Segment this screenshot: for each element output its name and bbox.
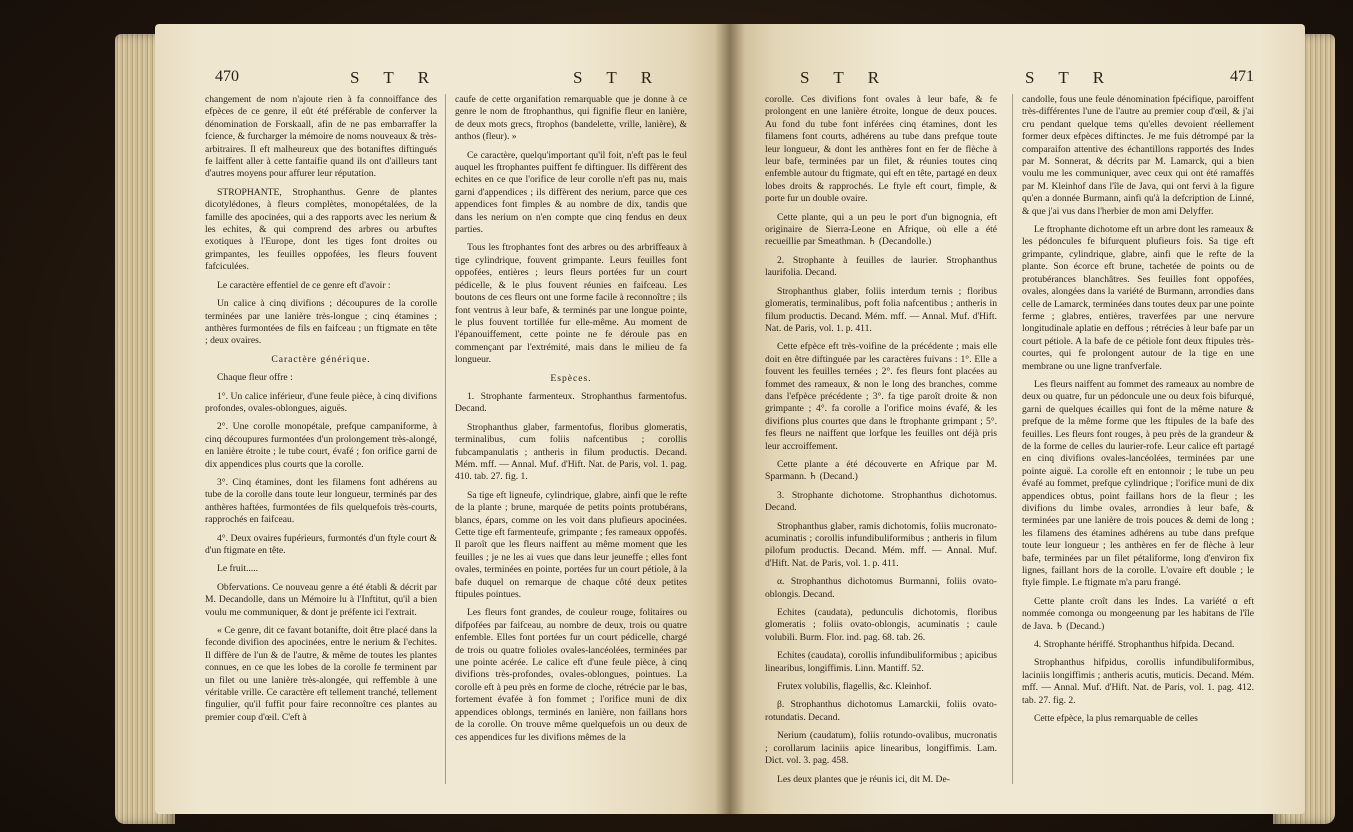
running-head-right (730, 68, 1305, 88)
paragraph: Le ftrophante dichotome eft un arbre dont les rameaux & les pédoncules fe bifurquent plufieurs fois. Sa tige eft grimpante, cylindrique, glabre, ainfi que le refte de la plante. Son écorce eft brune, tachetée de points ou de protubérances blanchâtres. Ses feuilles font oppofées, ovales, alongées dans la variété de Burmann, arrondies dans celle de Lamarck, terminées dans toutes deux par une pointe ferme ; glabres, entières, traverfées par une nervure longitudinale aplatie en deffous ; rétrécies à leur bafe par un court pétiole. A la bafe de ce pétiole font deux ftipules très-courtes, qui fe prolongent autour de la tige en une membrane ou une ligne tranfverfale. (1022, 224, 1254, 372)
book-gutter (715, 24, 745, 814)
paragraph: 3. Strophante dichotome. Strophanthus dichotomus. Decand. (765, 489, 997, 514)
running-head-text: S T R (800, 68, 890, 87)
text-column-3 (765, 94, 997, 792)
text-column-4 (1022, 94, 1254, 732)
paragraph: 2. Strophante à feuilles de laurier. Strophanthus laurifolia. Decand. (765, 254, 997, 279)
paragraph: Sa tige eft ligneufe, cylindrique, glabre, ainfi que le refte de la plante ; brune, marquée de petits points protubérans, blancs, épars, comme on les voit dans plufieurs apocinées. Cette tige eft farmenteufe, grimpante ; fes rameaux oppofés. Il paroît que les fleurs naiffent au même moment que les feuilles ; je ne les ai vues que dans leur jeuneffe ; elles font ovales, terminées en pointe, portées fur un court pétiole, à la bafe duquel on remarque de chaque côté deux petites ftipules pointues. (455, 489, 687, 601)
paragraph: « Ce genre, dit ce favant botanifte, doit être placé dans la feconde divifion des apocinées, entre le nerium & l'echites. Il diffère de l'un & de l'autre, & même de toutes les plantes connues, en ce que les lobes de la corolle fe terminent par un filet ou une lanière très-alongée, qui reffemble à une véritable vrille. Ce caractère eft tellement tranché, tellement fingulier, qu'il fuffit pour faire reconnoître ces plantes au premier coup d'œil. C'eft à (205, 625, 437, 723)
paragraph: 4. Strophante hériffé. Strophanthus hifpida. Decand. (1034, 639, 1235, 651)
paragraph: Cette efpèce, la plus remarquable de celles (1034, 713, 1198, 725)
paragraph: Strophanthus glaber, ramis dichotomis, foliis mucronato-acuminatis ; corollis infundibuliformibus ; antheris in filum pilofum productis. Decand. Mém. mff. — Annal. Muf. d'Hift. Nat. de Paris, vol. 1. p. 411. (765, 520, 997, 569)
paragraph: 2°. Une corolle monopétale, prefque campaniforme, à cinq découpures furmontées d'un prolongement très-alongé, en lanière étroite ; le tube court, évafé ; fon orifice garni de dix appendices plus courts que la corolle. (205, 421, 437, 470)
paragraph: Le caractère effentiel de ce genre eft d'avoir : (217, 279, 391, 291)
paragraph: Les deux plantes que je réunis ici, dit M. De- (777, 773, 950, 785)
paragraph: caufe de cette organifation remarquable que je donne à ce genre le nom de ftrophanthus, qui fignifie fleur en lanière, de deux mots grecs, ftrophos (bandelette, vrille, lanière), & anthos (fleur). » (455, 94, 687, 143)
section-heading: Espèces. (550, 372, 592, 384)
paragraph: β. Strophanthus dichotomus Lamarckii, foliis ovato-rotundatis. Decand. (765, 699, 997, 723)
paragraph: Le fruit..... (217, 563, 259, 575)
open-book (155, 24, 1305, 824)
section-heading: Caractère générique. (271, 353, 371, 365)
paragraph: Les fleurs naiffent au fommet des rameaux au nombre de deux ou quatre, fur un pédoncule une ou deux fois bifurqué, garni de quelques écailles qui font de la même nature & prefque de la même forme que les ftipules de la bafe des feuilles. Les fleurs font rouges, à peu près de la grandeur & de la forme de celles du laurier-rofe. Leur calice eft partagé en cinq divifions ovales-lancéolées, terminées par une pointe aiguë. La corolle eft en entonnoir ; le tube un peu évafé au fommet, prefque cylindrique ; l'orifice muni de dix appendices obtus, point faillans hors de la fleur ; les divifions du limbe ovales, arrondies à leur bafe, & terminées par une lanière de trois pouces & demi de long ; les filamens des étamines adhérens au tube dans prefque toute leur longueur ; les anthères en fer de flèche à leur bafe, terminées par un filet pétaliforme, long d'environ fix lignes, faillant hors de la corolle. L'ovaire eft double ; le ftyle fimple. Le ftigmate m'a paru frangé. (1022, 378, 1254, 589)
text-column-2 (455, 94, 687, 750)
paragraph: Cette plante, qui a un peu le port d'un bignognia, eft originaire de Sierra-Leone en Afrique, où elle a été recueillie par Smeathman. ♄ (Decandolle.) (765, 211, 997, 248)
paragraph: Obfervations. Ce nouveau genre a été établi & décrit par M. Decandolle, dans un Mémoire lu à l'Inftitut, qu'il a bien voulu me communiquer, & dont je préfente ici l'extrait. (205, 581, 437, 618)
paragraph: Les fleurs font grandes, de couleur rouge, folitaires ou difpofées par faifceau, au nombre de deux, trois ou quatre enfemble. Elles font portées fur un court pédicelle, chargé de trois ou quatre folioles ovales-lancéolées, terminées par une pointe acérée. Le calice eft d'une feule pièce, à cinq divifions très-profondes, ovales-oblongues, pointues. La corolle eft à peu près en forme de cloche, rétrécie par le bas, fortement évafée à fon fommet ; l'orifice muni de dix appendices oblongs, terminés en lanière, non faillans hors de la corolle. On trouve même quelquefois un ou deux de ces appendices fur les divifions mêmes de la (455, 607, 687, 743)
paragraph: Strophanthus glaber, foliis interdum ternis ; floribus glomeratis, terminalibus, poft folia nafcentibus ; antheris in filum productis. Decand. Mém. mff. — Annal. Muf. d'Hift. Nat. de Paris, vol. 1. p. 411. (765, 285, 997, 334)
paragraph: Echites (caudata), pedunculis dichotomis, floribus glomeratis ; foliis ovato-oblongis, acuminatis ; caule volubili. Burm. Flor. ind. pag. 68. tab. 26. (765, 607, 997, 643)
paragraph: Ce caractère, quelqu'important qu'il foit, n'eft pas le feul auquel les ftrophantes puiffent fe diftinguer. Ils diffèrent des echites en ce que l'orifice de leur corolle n'eft pas nu, mais garni d'appendices ; ils diffèrent des nerium, parce que ces appendices font fimples & au nombre de dix, tandis que dans les nerium on n'en compte que cinq fendus en deux parties. (455, 149, 687, 236)
running-head-text: S T R (573, 68, 663, 87)
paragraph: changement de nom n'ajoute rien à fa connoiffance des efpèces de ce genre, il eût été préférable de conferver la dénomination de Forskaall, afin de ne pas embarraffer la fcience, & furcharger la mémoire de noms nouveaux & très-arbitraires. Il eft malheureux que des botaniftes diftingués fe laiffent aller à cette fantaifie quand ils ont d'ailleurs tant d'autres moyens pour affurer leur réputation. (205, 94, 437, 180)
paragraph: Strophanthus hifpidus, corollis infundibuliformibus, laciniis longiffimis ; antheris acutis, muticis. Decand. Mém. mff. — Annal. Muf. d'Hift. Nat. de Paris, vol. 1. pag. 412. tab. 27. fig. 2. (1022, 657, 1254, 706)
paragraph: Cette efpèce eft très-voifine de la précédente ; mais elle doit en être diftinguée par les caractères fuivans : 1°. Elle a fouvent les feuilles ternées ; 2°. fes fleurs font placées au fommet des rameaux, & non le long des branches, comme dans l'efpèce précédente ; 3°. fa tige paroît droite & non grimpante ; 4°. fa corolle a l'orifice moins évafé, & les divifions plus courtes que dans le ftrophante grimpant ; 5°. fes fleurs ne naiffent que lorfque les feuilles ont déjà pris leur accroiffement. (765, 341, 997, 452)
paragraph: Chaque fleur offre : (217, 372, 293, 384)
paragraph: Strophanthus glaber, farmentofus, floribus glomeratis, terminalibus, cum foliis nafcentibus ; corollis fubcampanulatis ; antheris in filum productis. Decand. Mém. mff. — Annal. Muf. d'Hift. Nat. de Paris, vol. 1. pag. 410. tab. 27. fig. 1. (455, 421, 687, 483)
left-page (155, 24, 730, 814)
paragraph: STROPHANTE, Strophanthus. Genre de plantes dicotylédones, à fleurs complètes, monopétalées, de la famille des apocinées, qui a des rapports avec les nerium & les echites, & qui comprend des arbres ou arbuftes exotiques à l'Europe, dont les tiges font droites ou grimpantes, les feuilles oppofées, les fleurs fouvent fafciculées. (205, 186, 437, 273)
paragraph: Frutex volubilis, flagellis, &c. Kleinhof. (777, 681, 932, 693)
paragraph: Un calice à cinq divifions ; découpures de la corolle terminées par une lanière très-longue ; cinq étamines ; anthères furmontées de fils en faifceau ; un ftigmate en tête ; deux ovaires. (205, 298, 437, 347)
right-page (730, 24, 1305, 814)
paragraph: Tous les ftrophantes font des arbres ou des arbriffeaux à tige cylindrique, fouvent grimpante. Leurs feuilles font oppofées, entières ; leurs fleurs portées fur un court pédicelle, & le plus fouvent réunies en faifceau. Les boutons de ces fleurs ont une forme facile à reconnoître ; ils font ventrus à leur bafe, & terminés par une longue pointe, le plus fouvent tortillée fur elle-même. Au moment de l'épanouiffement, cette pointe ne fe déroule pas en commençant par l'extrémité, mais dans le milieu de fa longueur. (455, 242, 687, 366)
running-head-left (155, 68, 730, 88)
page-number: 471 (1230, 68, 1254, 85)
running-head-text: S T R (350, 68, 440, 87)
paragraph: 3°. Cinq étamines, dont les filamens font adhérens au tube de la corolle dans toute leur longueur, terminés par des anthères haftées, furmontées de fils quelquefois très-courts, rapprochés en faifceau. (205, 476, 437, 526)
paragraph: 1. Strophante farmenteux. Strophanthus farmentofus. Decand. (455, 390, 687, 415)
paragraph: α. Strophanthus dichotomus Burmanni, foliis ovato-oblongis. Decand. (765, 576, 997, 600)
paragraph: Cette plante croît dans les Indes. La variété α eft nommée comonga ou mongeenung par les habitans de l'île de Java. ♄ (Decand.) (1022, 595, 1254, 632)
paragraph: Nerium (caudatum), foliis rotundo-ovalibus, mucronatis ; corollarum laciniis apice linearibus, longiffimis. Lam. Dict. vol. 3. pag. 458. (765, 730, 997, 767)
paragraph: Echites (caudata), corollis infundibuliformibus ; apicibus linearibus, longiffimis. Linn. Mantiff. 52. (765, 650, 997, 674)
text-column-1 (205, 94, 437, 730)
paragraph: corolle. Ces divifions font ovales à leur bafe, & fe prolongent en une lanière étroite, longue de deux pouces. Au fond du tube font inférées cinq étamines, dont les filamens font courts, adhérens au tube dans prefque toute leur longueur, & dont les anthères font en fer de flèche à leur bafe, terminées par un filet, & réunies toutes cinq enfemble autour du ftigmate, qui eft en tête, partagé en deux lobes droits & rapprochés. Le ftyle eft court, fimple, & porte fur un double ovaire. (765, 94, 997, 205)
running-head-text: S T R (1025, 68, 1115, 87)
paragraph: candolle, fous une feule dénomination fpécifique, paroiffent très-différentes l'une de l'autre au premier coup d'œil, & j'ai cru pendant quelque tems qu'elles devoient réellement former deux efpèces diftinctes. Je me fuis détrompé par la comparaifon attentive des échantillons rapportés des Indes par M. Sonnerat, & décrits par M. Lamarck, qui a bien voulu me les communiquer, avec ceux qui ont été ramaffés par M. Kleinhof dans l'île de Java, qui ont fervi à la figure qu'en a donnée Burmann, ainfi qu'à la defcription de Linné, & que j'ai vus dans l'herbier de mon ami Delyffer. (1022, 94, 1254, 217)
paragraph: 1°. Un calice inférieur, d'une feule pièce, à cinq divifions profondes, ovales-oblongues, aiguës. (205, 390, 437, 414)
paragraph: Cette plante a été découverte en Afrique par M. Sparmann. ♄ (Decand.) (765, 458, 997, 483)
page-number: 470 (215, 68, 239, 85)
paragraph: 4°. Deux ovaires fupérieurs, furmontés d'un ftyle court & d'un ftigmate en tête. (205, 532, 437, 556)
